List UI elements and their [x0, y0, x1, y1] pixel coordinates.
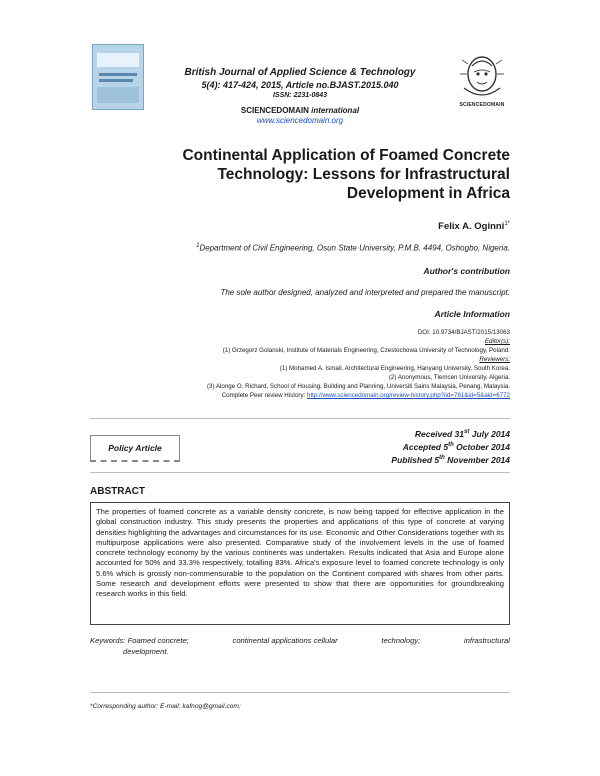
- affiliation-sup: 1: [196, 243, 200, 249]
- abstract-heading: ABSTRACT: [90, 486, 145, 497]
- keyword: continental applications cellular: [232, 636, 338, 645]
- accepted-date: Accepted 5th October 2014: [402, 441, 510, 452]
- article-title: [130, 146, 510, 203]
- reviewer-3: (3) Alonge O. Richard, School of Housing, Building and Planning, Universiti Sains Malaysia, Penang, Malaysia.: [206, 383, 510, 390]
- keyword: Foamed concrete;: [127, 636, 189, 645]
- title-line: Technology: Lessons for Infrastructural: [217, 166, 510, 183]
- author-name: [438, 221, 510, 232]
- abstract-text: The properties of foamed concrete as a variable density concrete, is now being tapped for effective application in the global construction industry. This study presents the properties and applications of this type of concrete at varying densities highlighting the advantages and circumstances for its use. Economic and Other Considerations together with its multipurpose applications were also presented. Comparative study of the involvement levels in the use of foamed concrete technology economy by the various continents was undertaken. Results indicated that Asia and Europe alone accounted for 50% and 33.3% respectively, totalling 83%. Africa's exposure level to foamed concrete technology is only 5.6% which is grossly non-commensurable to the population on the Continent compared with shares from other parts. Some research and development efforts were presented to show that there are opportunities for groundbreaking research works in this field.: [90, 502, 510, 625]
- editor-1: (1) Grzegorz Golanski, Institute of Materials Engineering, Czestochowa University of Technology, Poland.: [222, 347, 510, 354]
- keywords-label: Keywords:: [90, 636, 126, 645]
- article-information-heading: Article Information: [434, 309, 510, 319]
- logo-text: SCIENCEDOMAIN: [459, 102, 505, 108]
- publisher-suffix: international: [311, 106, 360, 115]
- article-dates: [391, 427, 510, 465]
- journal-title: British Journal of Applied Science & Technology: [184, 67, 416, 78]
- editors-label: Editor(s):: [484, 338, 510, 345]
- received-date: Received 31st July 2014: [414, 428, 510, 439]
- publisher-name: [150, 106, 450, 115]
- divider: [90, 418, 510, 419]
- published-date: Published 5th November 2014: [391, 454, 510, 465]
- article-type-badge: Policy Article: [90, 435, 180, 462]
- affiliation-text: Department of Civil Engineering, Osun State University, P.M.B. 4494, Oshogbo, Nigeria.: [199, 243, 510, 253]
- keyword: development.: [123, 646, 169, 656]
- doi: DOI: 10.9734/BJAST/2015/13063: [417, 329, 510, 336]
- divider: [90, 692, 510, 693]
- keyword: infrastructural: [463, 636, 510, 645]
- publisher-logo-icon: [454, 48, 510, 102]
- volume-line: 5(4): 417-424, 2015, Article no.BJAST.2015.040: [201, 80, 399, 90]
- divider: [90, 472, 510, 473]
- reviewer-2: (2) Anonymous, Tlemcen University, Algeria.: [388, 374, 510, 381]
- affiliation: [196, 243, 510, 253]
- title-line: Development in Africa: [346, 185, 510, 202]
- publisher-name-text: SCIENCEDOMAIN: [240, 106, 309, 115]
- corresponding-author-footnote: *Corresponding author: E-mail: kafnog@gmail.com;: [90, 703, 241, 710]
- keyword: technology;: [381, 636, 421, 645]
- title-line: Continental Application of Foamed Concrete: [182, 147, 510, 164]
- peer-review-link[interactable]: http://www.sciencedomain.org/review-history.php?iid=761&id=5&aid=6772: [307, 392, 510, 399]
- issn: ISSN: 2231-0843: [272, 92, 328, 99]
- article-information: [207, 328, 510, 400]
- publisher-url-link[interactable]: www.sciencedomain.org: [256, 116, 344, 125]
- contribution-text: The sole author designed, analyzed and interpreted and prepared the manuscript.: [220, 288, 510, 297]
- author-name-text: Felix A. Oginni: [438, 221, 505, 233]
- author-sup: 1*: [504, 221, 510, 227]
- peer-review-label: Complete Peer review History:: [221, 392, 307, 399]
- journal-cover-thumbnail: [92, 44, 144, 110]
- reviewer-1: (1) Mohamed A. Ismail, Architectural Engineering, Hanyang University, South Korea.: [279, 365, 510, 372]
- peer-review-history: [207, 391, 510, 400]
- contribution-heading: Author's contribution: [423, 266, 510, 276]
- keywords: [90, 636, 510, 657]
- reviewers-label: Reviewers:: [479, 356, 510, 363]
